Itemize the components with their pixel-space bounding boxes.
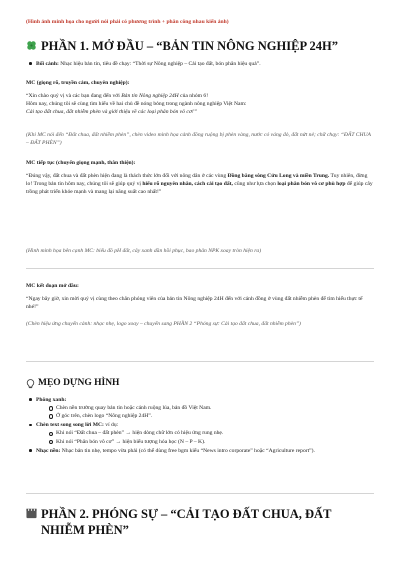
mc2-text-c: Tuy nhiên, đừng lo! Trong bản tin hôm nay, chúng tôi sẽ giúp quý vị [26,173,368,188]
tip-label: Chèn text song song lời MC: [36,422,104,429]
divider [26,361,374,362]
mc2-block [26,159,374,196]
note1: (Khi MC nói đến “Đất chua, đất nhiễm phèn”, chèn video minh họa cảnh đồng ruộng bị phèn vàng, nước có váng đỏ, đất nứt nẻ; chữ chạy: “ĐẤT CHUA – ĐẤT PHÈN”) [26,132,371,147]
top-note: (Hình ảnh minh họa cho người nói phải có phương trình + phân công nhau kiến ảnh) [26,19,229,25]
divider [26,493,374,494]
context-label: Bối cảnh: [36,61,59,67]
part1-heading [26,39,374,55]
mc2-text-a: “Đúng vậy, đất chua và đất phèn hiện đang là thách thức lớn đối với nông dân ở các vùng [26,173,228,180]
mc1-line3: Cải tạo đất chua, đất nhiễm phèn và giới thiệu về các loại phân bón vô cơ!” [26,109,197,116]
tip-item [26,447,374,455]
mc2-text-e: cũng như lựa chọn [232,181,278,188]
part2-title: PHẦN 2. PHÓNG SỰ – “CẢI TẠO ĐẤT CHUA, ĐẤT NHIỄM PHÈN” [41,507,332,537]
tip-item [26,396,374,420]
mc2-text-b: Đồng bằng sông Cửu Long và miền Trung. [227,173,330,180]
mc3-text: “Ngay bây giờ, xin mời quý vị cùng theo chân phóng viên của bản tin Nông nghiệp 24H đến với cánh đồng ở vùng đất nhiễm phèn để tìm hiểu thực tế nhé!” [26,296,363,311]
tips-heading [26,377,374,391]
tip-subitem: Khi nói “Đất chua – đất phèn” → hiện dòng chữ lớn có hiệu ứng rung nhẹ. [46,429,374,437]
mc3-label: MC kết đoạn mở đầu: [26,283,79,289]
mc2-text-d: hiểu rõ nguyên nhân, cách cải tạo đất, [142,181,233,188]
mc2-text-f: loại phân bón vô cơ phù hợp [277,181,346,188]
context-text: Nhạc hiệu bản tin, tiêu đề chạy: “Thời sự Nông nghiệp – Cải tạo đất, bón phân hiệu quả”. [60,61,261,67]
tip-text: ví dụ: [103,422,119,429]
tips-list [26,396,374,456]
note3: (Chèn hiệu ứng chuyển cảnh: nhạc nhẹ, logo xoay – chuyển sang PHẦN 2 “Phóng sự: Cải tạo đất chua, đất nhiễm phèn”) [26,321,301,327]
mc1-label: MC (giọng rõ, truyền cảm, chuyên nghiệp): [26,80,130,86]
mc2-text [26,172,374,196]
note2: (Hình minh họa bên cạnh MC: biểu đồ pH đất, cây xanh dần hồi phục, bao phân NPK xoay tròn hiện ra) [26,248,262,254]
mc1-line1-a: “Xin chào quý vị và các bạn đang đến với [26,93,122,100]
mc1-line1-italic: Bản tin Nông nghiệp 24H [121,93,179,100]
tips-title: MẸO DỰNG HÌNH [38,378,120,388]
clover-icon [26,40,37,51]
film-camera-icon [26,508,37,519]
mc2-label: MC tiếp tục (chuyển giọng mạnh, thân thiện): [26,160,136,166]
tip-subitem: Khi nói “Phân bón vô cơ” → hiện biểu tượng hóa học (N – P – K). [46,438,374,446]
tip-subitem: Chèn nền trường quay bản tin hoặc cánh ruộng lúa, bản đồ Việt Nam. [46,404,374,412]
mc1-block [26,79,374,116]
tip-text: Nhạc bản tin nhẹ, tempo vừa phải (có thể dùng free bgm kiểu “News intro corporate” hoặc “Agriculture report”). [60,447,315,454]
part2-heading [26,507,374,538]
mc2-text-g: để giúp cây trồng phát triển khỏe mạnh và mang lại năng suất cao nhất!” [26,181,373,196]
mc1-line1-b: của nhóm 6! [178,93,209,100]
tip-label: Phông xanh: [36,397,67,403]
tip-item [26,421,374,445]
divider [26,268,374,269]
mc3-block [26,282,374,311]
tip-label: Nhạc nền: [36,447,61,454]
tip-subitem: Ở góc trên, chèn logo “Nông nghiệp 24H”. [46,412,374,420]
lightbulb-icon [26,379,35,389]
part1-context [26,60,374,69]
mc1-line1 [26,92,374,100]
context-bullet [26,60,374,68]
part1-title: PHẦN 1. MỞ ĐẦU – “BẢN TIN NÔNG NGHIỆP 24H” [41,39,339,53]
mc1-line2: Hôm nay, chúng tôi sẽ cùng tìm hiểu về hai chủ đề nóng bỏng trong ngành nông nghiệp Việt Nam: [26,101,247,108]
